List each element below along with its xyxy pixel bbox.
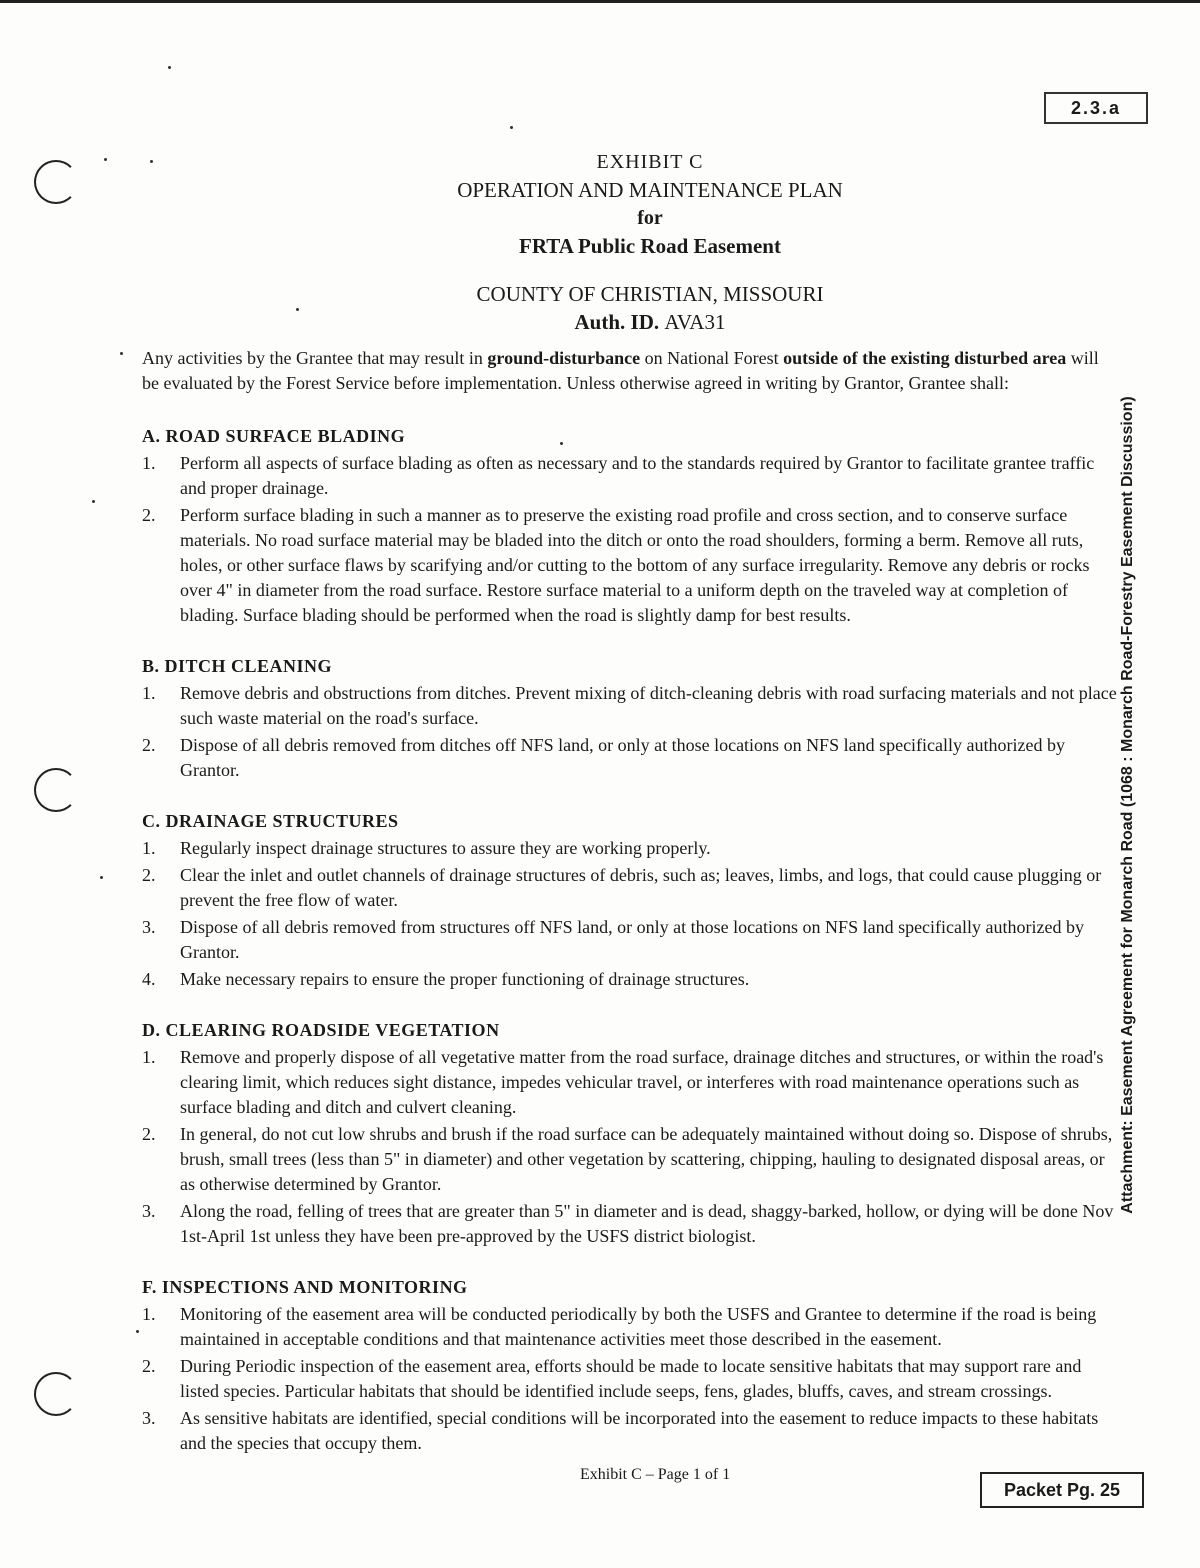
item-text: During Periodic inspection of the easement area, efforts should be made to locate sensitive habitats that may support rare and listed species. Particular habitats that should be identified include seeps, fens, glades, bluffs, caves, and stream crossings. [180,1356,1082,1401]
scan-speck [510,126,513,129]
item-number: 2. [142,865,156,885]
scan-speck [136,1330,139,1333]
item-number: 2. [142,735,156,755]
section-road-surface-blading [142,424,1117,628]
plan-title: OPERATION AND MAINTENANCE PLAN [457,178,843,202]
auth-id-value: AVA31 [664,310,726,334]
title-for: for [637,207,663,229]
scan-speck [104,158,107,161]
exhibit-label: EXHIBIT C [596,151,704,173]
item-text: Dispose of all debris removed from ditches off NFS land, or only at those locations on NFS land specifically authorized by Grantor. [180,735,1065,780]
list-item [142,1302,1117,1352]
item-text: Remove debris and obstructions from ditches. Prevent mixing of ditch-cleaning debris with road surfacing materials and not place such waste material on the road's surface. [180,683,1117,728]
list-item [142,733,1117,783]
scan-speck [168,66,171,69]
scan-speck [92,500,95,503]
item-text: Along the road, felling of trees that are greater than 5" in diameter and is dead, shaggy-barked, hollow, or dying will be done Nov 1st-April 1st unless they have been pre-approved by the USFS district biologist. [180,1201,1114,1246]
intro-text: will be evaluated by the Forest Service before implementation. Unless otherwise agreed in writing by Grantor, Grantee shall: [142,348,1099,393]
item-text: Clear the inlet and outlet channels of drainage structures of debris, such as; leaves, limbs, and logs, that could cause plugging or prevent the free flow of water. [180,865,1102,910]
item-text: Perform all aspects of surface blading as often as necessary and to the standards required by Grantor to facilitate grantee traffic and proper drainage. [180,453,1095,498]
list-item [142,451,1117,501]
section-title: A. ROAD SURFACE BLADING [142,426,406,446]
item-number: 4. [142,969,156,989]
packet-page-box: Packet Pg. 25 [980,1472,1144,1508]
item-number: 2. [142,505,156,525]
list-item [142,681,1117,731]
auth-id [300,308,1000,336]
document-header [300,148,1000,336]
item-number: 3. [142,1201,156,1221]
item-number: 1. [142,1047,156,1067]
top-border-line [0,0,1200,3]
list-item [142,863,1117,913]
intro-text: Any activities by the Grantee that may result in [142,348,488,368]
item-number: 1. [142,453,156,473]
item-number: 1. [142,683,156,703]
section-drainage-structures [142,809,1117,992]
list-item [142,915,1117,965]
section-clearing-roadside-vegetation [142,1018,1117,1249]
item-number: 1. [142,1304,156,1324]
list-item [142,1354,1117,1404]
item-text: Make necessary repairs to ensure the proper functioning of drainage structures. [180,969,750,989]
item-text: Perform surface blading in such a manner as to preserve the existing road profile and cross section, and to conserve surface materials. No road surface material may be bladed into the ditch or onto the road shoulders, forming a berm. Remove all ruts, holes, or other surface flaws by scarifying and/or cutting to the bottom of any surface irregularity. Remove any debris or rocks over 4" in diameter from the road surface. Restore surface material to a uniform depth on the traveled way at completion of blading. Surface blading should be performed when the road is slightly damp for best results. [180,505,1090,625]
list-item [142,1045,1117,1120]
scan-speck [296,308,299,311]
item-text: Dispose of all debris removed from structures off NFS land, or only at those locations on NFS land specifically authorized by Grantor. [180,917,1084,962]
punch-hole-top [34,160,78,204]
intro-bold-term: ground-disturbance [487,348,641,368]
list-item [142,1122,1117,1197]
easement-title: FRTA Public Road Easement [519,234,781,258]
scan-speck [100,876,103,879]
item-text: As sensitive habitats are identified, special conditions will be incorporated into the easement to reduce impacts to these habitats and the species that occupy them. [180,1408,1099,1453]
section-title: C. DRAINAGE STRUCTURES [142,811,399,831]
punch-hole-middle [34,768,78,812]
intro-paragraph [142,346,1117,396]
punch-hole-bottom [34,1372,78,1416]
list-item [142,503,1117,628]
item-number: 2. [142,1124,156,1144]
page-tag: 2.3.a [1044,92,1148,124]
intro-bold-term: outside of the existing disturbed area [783,348,1067,368]
item-number: 3. [142,1408,156,1428]
item-text: In general, do not cut low shrubs and brush if the road surface can be adequately maintained without doing so. Dispose of shrubs, brush, small trees (less than 5" in diameter) and other vegetation by scattering, chipping, hauling to designated disposal areas, or as otherwise determined by Grantor. [180,1124,1113,1194]
section-title: D. CLEARING ROADSIDE VEGETATION [142,1020,500,1040]
scan-speck [120,352,123,355]
attachment-side-label: Attachment: Easement Agreement for Monarch Road (1068 : Monarch Road-Forestry Easement Discussion) [1119,396,1136,1214]
scan-speck [150,160,153,163]
section-inspections-and-monitoring [142,1275,1117,1456]
intro-text: on National Forest [640,348,784,368]
item-text: Monitoring of the easement area will be conducted periodically by both the USFS and Grantee to determine if the road is being maintained in acceptable conditions and that maintenance activities meet those described in the easement. [180,1304,1097,1349]
list-item [142,1406,1117,1456]
document-body [142,346,1117,1482]
auth-id-label: Auth. ID. [574,310,660,334]
item-text: Remove and properly dispose of all vegetative matter from the road surface, drainage ditches and structures, or within the road's clearing limit, which reduces sight distance, impedes vehicular travel, or interferes with road maintenance operations such as surface blading and ditch and culvert cleaning. [180,1047,1104,1117]
item-number: 3. [142,917,156,937]
list-item [142,1199,1117,1249]
section-title: B. DITCH CLEANING [142,656,333,676]
county-name: COUNTY OF CHRISTIAN, MISSOURI [476,282,824,306]
list-item [142,836,1117,861]
list-item [142,967,1117,992]
item-text: Regularly inspect drainage structures to assure they are working properly. [180,838,711,858]
section-title: F. INSPECTIONS AND MONITORING [142,1277,468,1297]
section-ditch-cleaning [142,654,1117,783]
page-footer: Exhibit C – Page 1 of 1 [580,1466,731,1483]
item-number: 1. [142,838,156,858]
item-number: 2. [142,1356,156,1376]
